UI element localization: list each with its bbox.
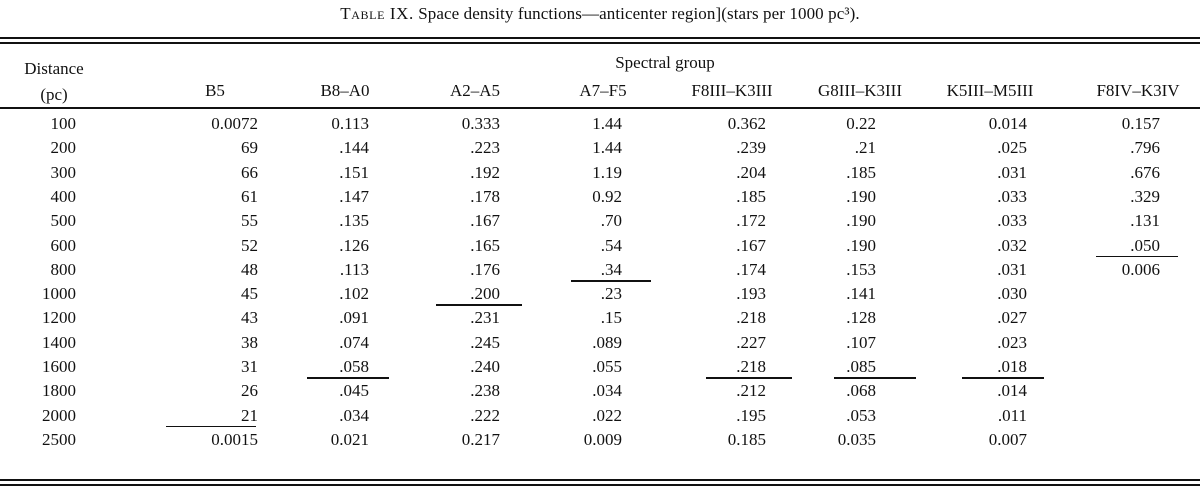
distance-cell: 2000 [42, 405, 76, 425]
value-cell: .178 [470, 186, 500, 206]
value-cell: .200 [470, 284, 500, 304]
column-header: G8III–K3III [817, 81, 903, 100]
column-header: A2–A5 [449, 81, 501, 100]
column-header: K5III–M5III [946, 81, 1034, 100]
value-cell: .102 [339, 284, 369, 304]
value-cell: 43 [241, 308, 258, 328]
bottom-rule [0, 484, 1200, 486]
value-cell: .014 [997, 381, 1027, 401]
distance-cell: 800 [50, 259, 76, 279]
value-cell: .144 [339, 138, 369, 158]
table-unit: (stars per 1000 pc³). [721, 4, 860, 23]
value-cell: .796 [1130, 138, 1160, 158]
caption-mark: ] [715, 4, 722, 23]
value-cell: .190 [846, 211, 876, 231]
value-cell: .089 [592, 332, 622, 352]
distance-cell: 1200 [42, 308, 76, 328]
value-cell: .058 [339, 357, 369, 376]
value-cell: .34 [600, 259, 622, 279]
value-cell: .091 [339, 308, 369, 328]
value-cell: .329 [1130, 186, 1160, 206]
value-cell: 0.113 [331, 114, 369, 133]
value-cell: .165 [470, 235, 500, 255]
break-underline [307, 377, 389, 379]
value-cell: .190 [846, 235, 876, 255]
value-cell: 21 [241, 405, 258, 425]
distance-header-unit: (pc) [40, 85, 68, 104]
value-cell: .176 [470, 259, 500, 279]
value-cell: .190 [846, 186, 876, 206]
value-cell: .204 [736, 162, 766, 182]
value-cell: .174 [736, 259, 766, 279]
value-cell: .218 [736, 357, 766, 376]
distance-cell: 1800 [42, 381, 76, 401]
distance-cell: 1600 [42, 357, 76, 376]
value-cell: 0.009 [583, 429, 622, 449]
value-cell: .027 [997, 308, 1027, 328]
value-cell: .167 [470, 211, 500, 231]
value-cell: 0.362 [727, 114, 766, 133]
distance-header-label: Distance [24, 59, 84, 78]
distance-cell: 500 [50, 211, 76, 231]
distance-cell: 300 [50, 162, 76, 182]
table-label: Table IX. [340, 4, 414, 23]
spectral-group-header: Spectral group [615, 53, 715, 72]
value-cell: .053 [846, 405, 876, 425]
value-cell: .023 [997, 332, 1027, 352]
distance-cell: 1400 [42, 332, 76, 352]
value-cell: .218 [736, 308, 766, 328]
column-header: F8IV–K3IV [1096, 81, 1180, 100]
value-cell: 0.0015 [211, 429, 258, 449]
value-cell: .240 [470, 357, 500, 376]
distance-cell: 2500 [42, 429, 76, 449]
value-cell: .15 [600, 308, 622, 328]
value-cell: .185 [736, 186, 766, 206]
distance-header [14, 56, 94, 108]
value-cell: 26 [241, 381, 258, 401]
value-cell: .167 [736, 235, 766, 255]
value-cell: 69 [241, 138, 258, 158]
value-cell: .018 [997, 357, 1027, 376]
value-cell: 0.021 [330, 429, 369, 449]
value-cell: .54 [600, 235, 622, 255]
value-cell: .222 [470, 405, 500, 425]
value-cell: 0.217 [461, 429, 500, 449]
table-title [0, 4, 1200, 24]
value-cell: 0.014 [988, 114, 1027, 133]
value-cell: .223 [470, 138, 500, 158]
bottom-rule-inner [0, 479, 1200, 481]
value-cell: .195 [736, 405, 766, 425]
value-cell: .107 [846, 332, 876, 352]
top-rule-inner [0, 42, 1200, 44]
value-cell: .033 [997, 186, 1027, 206]
value-cell: .193 [736, 284, 766, 304]
value-cell: .172 [736, 211, 766, 231]
value-cell: .153 [846, 259, 876, 279]
break-underline [571, 280, 651, 282]
value-cell: .030 [997, 284, 1027, 304]
value-cell: 48 [241, 259, 258, 279]
value-cell: 38 [241, 332, 258, 352]
value-cell: 0.185 [727, 429, 766, 449]
value-cell: 0.007 [988, 429, 1027, 449]
value-cell: .21 [854, 138, 876, 158]
distance-cell: 1000 [42, 284, 76, 304]
value-cell: .185 [846, 162, 876, 182]
value-cell: .033 [997, 211, 1027, 231]
value-cell: .085 [846, 357, 876, 376]
value-cell: .676 [1130, 162, 1160, 182]
value-cell: 45 [241, 284, 258, 304]
value-cell: .151 [339, 162, 369, 182]
header-rule [0, 107, 1200, 109]
value-cell: .212 [736, 381, 766, 401]
column-header: A7–F5 [579, 81, 627, 100]
value-cell: .055 [592, 357, 622, 376]
value-cell: .128 [846, 308, 876, 328]
distance-cell: 200 [50, 138, 76, 158]
value-cell: .70 [600, 211, 622, 231]
break-underline [834, 377, 916, 379]
value-cell: .126 [339, 235, 369, 255]
value-cell: .23 [600, 284, 622, 304]
value-cell: .032 [997, 235, 1027, 255]
value-cell: 0.92 [592, 186, 622, 206]
value-cell: 1.19 [592, 162, 622, 182]
distance-cell: 400 [50, 186, 76, 206]
value-cell: .131 [1130, 211, 1160, 231]
value-cell: 31 [241, 357, 258, 376]
value-cell: .068 [846, 381, 876, 401]
value-cell: 66 [241, 162, 258, 182]
distance-cell: 100 [50, 114, 76, 133]
distance-cell: 600 [50, 235, 76, 255]
value-cell: 0.035 [837, 429, 876, 449]
value-cell: .141 [846, 284, 876, 304]
break-underline [962, 377, 1044, 379]
value-cell: 0.157 [1121, 114, 1160, 133]
value-cell: 0.22 [846, 114, 876, 133]
value-cell: .147 [339, 186, 369, 206]
column-header: B5 [205, 81, 225, 100]
value-cell: .022 [592, 405, 622, 425]
table-caption: Space density functions—anticenter region [418, 4, 716, 23]
column-header: B8–A0 [320, 81, 370, 100]
value-cell: .050 [1130, 235, 1160, 255]
value-cell: .227 [736, 332, 766, 352]
value-cell: .074 [339, 332, 369, 352]
break-underline [1096, 256, 1178, 258]
value-cell: .192 [470, 162, 500, 182]
value-cell: .034 [592, 381, 622, 401]
column-header: F8III–K3III [691, 81, 773, 100]
value-cell: .238 [470, 381, 500, 401]
value-cell: 0.333 [461, 114, 500, 133]
top-rule [0, 37, 1200, 39]
value-cell: .245 [470, 332, 500, 352]
value-cell: 0.0072 [211, 114, 258, 133]
value-cell: .113 [339, 259, 369, 279]
value-cell: .031 [997, 259, 1027, 279]
value-cell: 52 [241, 235, 258, 255]
value-cell: 1.44 [592, 114, 622, 133]
value-cell: .045 [339, 381, 369, 401]
value-cell: 55 [241, 211, 258, 231]
value-cell: .231 [470, 308, 500, 328]
value-cell: .135 [339, 211, 369, 231]
value-cell: 0.006 [1121, 259, 1160, 279]
value-cell: .031 [997, 162, 1027, 182]
value-cell: .025 [997, 138, 1027, 158]
break-underline [436, 304, 522, 306]
value-cell: 1.44 [592, 138, 622, 158]
value-cell: 61 [241, 186, 258, 206]
break-underline [166, 426, 256, 428]
break-underline [706, 377, 792, 379]
value-cell: .239 [736, 138, 766, 158]
value-cell: .011 [997, 405, 1027, 425]
value-cell: .034 [339, 405, 369, 425]
